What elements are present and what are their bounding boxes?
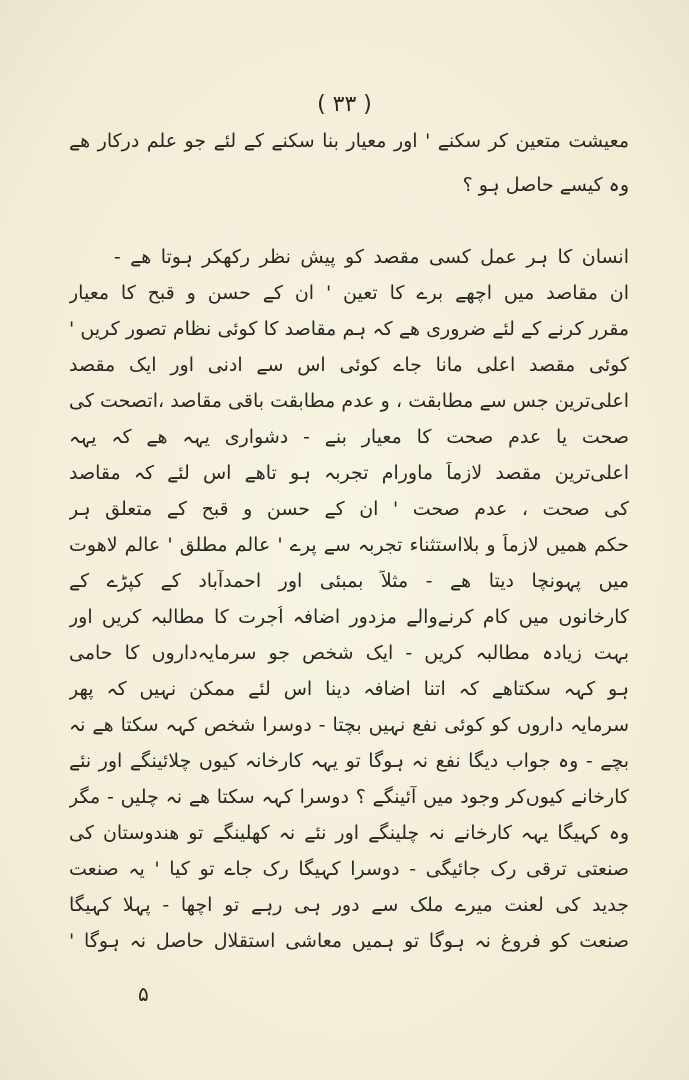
text-line: معیشت متعین کر سکنے ' اور معیار بنا سکنے کے لئے جو علم درکار ھے bbox=[69, 130, 629, 152]
text-line: حکم ھمیں لازماً و بلااستثناء تجربہ سے پرے ' عالم مطلق ' عالم لاھوت bbox=[69, 534, 629, 556]
text-line: صحت یا عدم صحت کا معیار بنے - دشواری یہہ ھے کہ یہہ bbox=[69, 426, 629, 448]
text-line: ہو کہہ سکتاھے کہ اتنا اضافہ دینا اس لئے ممکن نہیں کہ پھر bbox=[69, 678, 629, 700]
text-line: کی صحت ، عدم صحت ' ان کے حسن و قبح کے متعلق ہر bbox=[69, 498, 629, 520]
text-line: کارخانے کیوں‌کر وجود میں آئینگے ؟ دوسرا کہہ سکتا ھے نہ چلیں - مگر bbox=[69, 786, 629, 808]
text-line: سرمایہ داروں کو کوئی نفع نہیں بچتا - دوسرا شخص کہہ سکتا ھے نہ bbox=[69, 714, 629, 736]
text-line: انسان کا ہر عمل کسی مقصد کو پیش نظر رکھکر ہوتا ھے - bbox=[113, 246, 629, 268]
text-line: بہت زیادہ مطالبہ کریں - ایک شخص جو سرمایہ‌داروں کا حامی bbox=[69, 642, 629, 664]
text-line: میں پہونچا دیتا ھے - مثلاً بمبئی اور احمدآباد کے کپڑے کے bbox=[69, 570, 629, 592]
text-line: وہ کہیگا یہہ کارخانے نہ چلینگے اور نئے نہ کھلینگے تو ھندوستان کی bbox=[69, 822, 629, 844]
text-line: مقرر کرنے کے لئے ضروری ھے کہ ہم مقاصد کا کوئی نظام تصور کریں ' bbox=[69, 318, 629, 340]
intro-paragraph bbox=[69, 130, 629, 210]
text-line: صنعتی ترقی رک جائیگی - دوسرا کہیگا رک جاے تو کیا ' یہ صنعت bbox=[69, 858, 629, 880]
text-line: کوئی مقصد اعلی مانا جاے کوئی اس سے ادنی اور ایک مقصد bbox=[69, 354, 629, 376]
main-paragraph bbox=[69, 246, 629, 966]
page-number: ( ۳۳ ) bbox=[317, 92, 372, 117]
text-line: جدید کی لعنت میرے ملک سے دور ہی رہے تو اچھا - پہلا کہیگا bbox=[69, 894, 629, 916]
text-line: اعلی‌ترین جس سے مطابقت ، و عدم مطابقت باقی مقاصد ،اتصحت کی bbox=[69, 390, 629, 412]
text-line: ان مقاصد میں اچھے برے کا تعین ' ان کے حسن و قبح کا معیار bbox=[69, 282, 629, 304]
text-line: صنعت کو فروغ نہ ہوگا تو ہمیں معاشی استقلال حاصل نہ ہوگا ' bbox=[69, 930, 629, 952]
signature-mark: ۵ bbox=[138, 982, 149, 1006]
text-line: بچے - وہ جواب دیگا نفع نہ ہوگا تو یہہ کارخانہ کیوں چلائینگے اور نئے bbox=[69, 750, 629, 772]
text-line: اعلی‌ترین مقصد لازماً ماورام تجربہ ہو تاھے اس لئے کہ مقاصد bbox=[69, 462, 629, 484]
text-line: وہ کیسے حاصل ہو ؟ bbox=[462, 174, 629, 196]
text-line: کارخانوں میں کام کرنےوالے مزدور اضافہ اُجرت کا مطالبہ کریں اور bbox=[69, 606, 629, 628]
